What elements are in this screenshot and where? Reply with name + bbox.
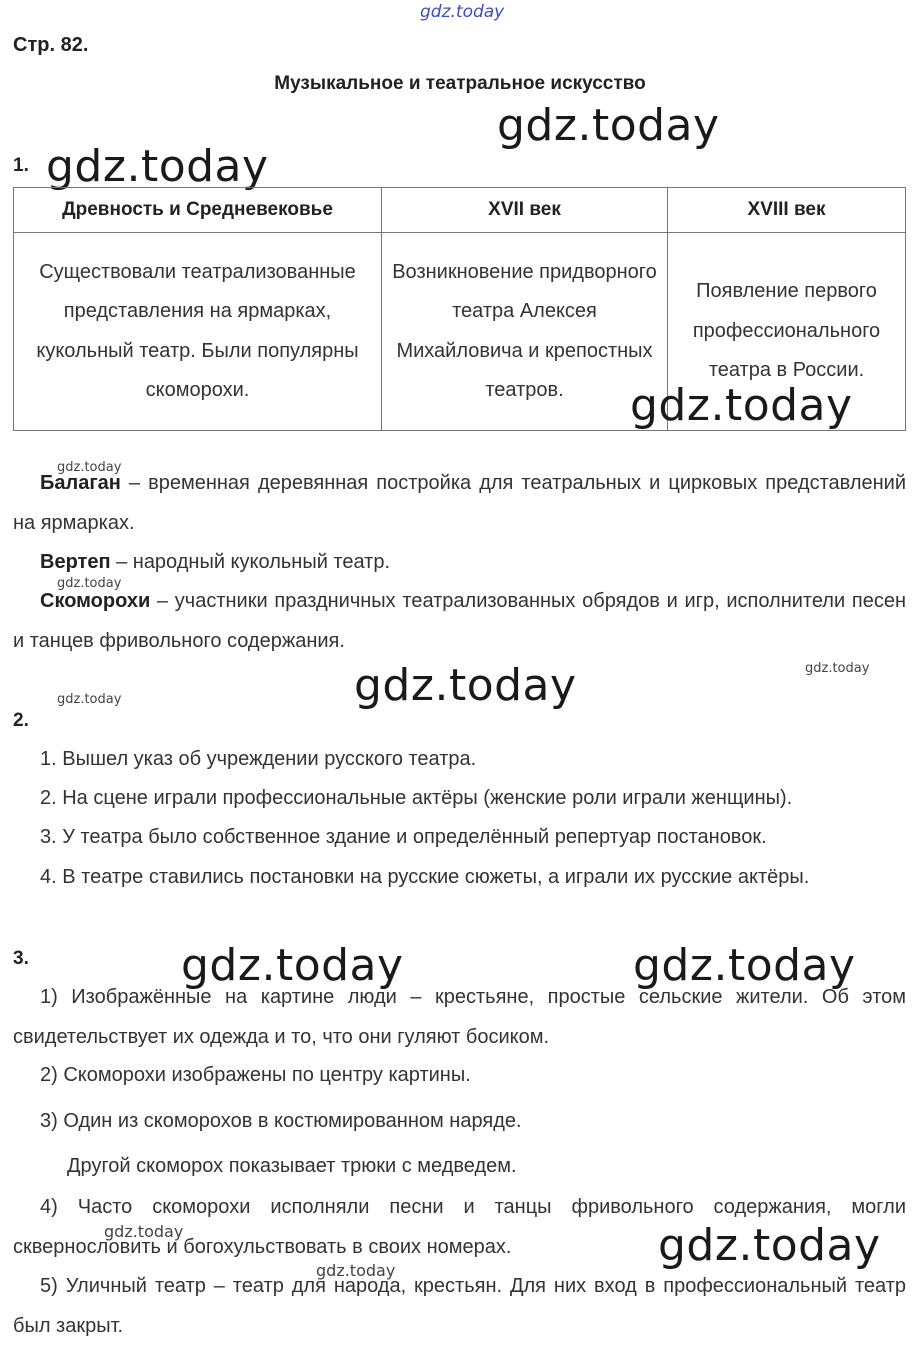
answer: 5) Уличный театр – театр для народа, крестьян. Для них вход в профессиональный театр был закрыт. — [13, 1275, 906, 1337]
task-number: 3. — [13, 948, 29, 969]
term-definition — [13, 464, 906, 543]
table-header-cell: XVIII век — [668, 188, 906, 233]
table-header-cell: Древность и Средневековье — [14, 188, 382, 233]
page-title: Музыкальное и театральное искусство — [274, 73, 646, 94]
table-cell: Появление первого профессионального театра в России. — [668, 233, 906, 431]
watermark: gdz.today — [57, 460, 122, 475]
watermark: gdz.today — [316, 1261, 396, 1280]
watermark: gdz.today — [57, 692, 122, 707]
term: Вертеп — [40, 551, 111, 573]
term-definition — [13, 543, 906, 583]
watermark: gdz.today — [354, 660, 577, 711]
task-number: 2. — [13, 710, 29, 731]
watermark: gdz.today — [805, 661, 870, 676]
watermark: gdz.today — [104, 1222, 184, 1241]
watermark: gdz.today — [633, 940, 856, 991]
definition: – участники праздничных театрализованных обрядов и игр, исполнители песен и танцев фривольного содержания. — [13, 590, 906, 652]
watermark: gdz.today — [630, 380, 853, 431]
answer: 2) Скоморохи изображены по центру картины. — [40, 1064, 471, 1086]
table-cell: Возникновение придворного театра Алексея Михайловича и крепостных театров. — [382, 233, 668, 431]
term: Балаган — [40, 472, 121, 494]
watermark: gdz.today — [420, 2, 505, 22]
list-item: 3. У театра было собственное здание и определённый репертуар постановок. — [40, 826, 767, 848]
list-item: 4. В театре ставились постановки на русские сюжеты, а играли их русские актёры. — [40, 866, 810, 888]
watermark: gdz.today — [181, 940, 404, 991]
task-number: 1. — [13, 155, 29, 176]
answer: 1) Изображённые на картине люди – крестьяне, простые сельские жители. Об этом свидетельствует их одежда и то, что они гуляют босиком. — [13, 986, 906, 1048]
watermark: gdz.today — [46, 141, 269, 192]
table-header-cell: XVII век — [382, 188, 668, 233]
watermark: gdz.today — [57, 576, 122, 591]
definition: – временная деревянная постройка для театральных и цирковых представлений на ярмарках. — [13, 472, 906, 534]
definition: – народный кукольный театр. — [110, 551, 391, 573]
watermark: gdz.today — [497, 100, 720, 151]
answer: 3) Один из скоморохов в костюмированном наряде. — [40, 1110, 522, 1132]
watermark: gdz.today — [658, 1220, 881, 1271]
list-item: 1. Вышел указ об учреждении русского театра. — [40, 748, 477, 770]
answer: 4) Часто скоморохи исполняли песни и танцы фривольного содержания, могли сквернословить и богохульствовать в своих номерах. — [13, 1196, 906, 1258]
term-definition — [13, 582, 906, 661]
table-header-row — [14, 188, 906, 233]
list-item: 2. На сцене играли профессиональные актёры (женские роли играли женщины). — [40, 787, 793, 809]
term: Скоморохи — [40, 590, 151, 612]
table-cell: Существовали театрализованные представления на ярмарках, кукольный театр. Были популярны скоморохи. — [14, 233, 382, 431]
page-number: Стр. 82. — [13, 34, 89, 56]
answer: Другой скоморох показывает трюки с медведем. — [67, 1155, 517, 1177]
